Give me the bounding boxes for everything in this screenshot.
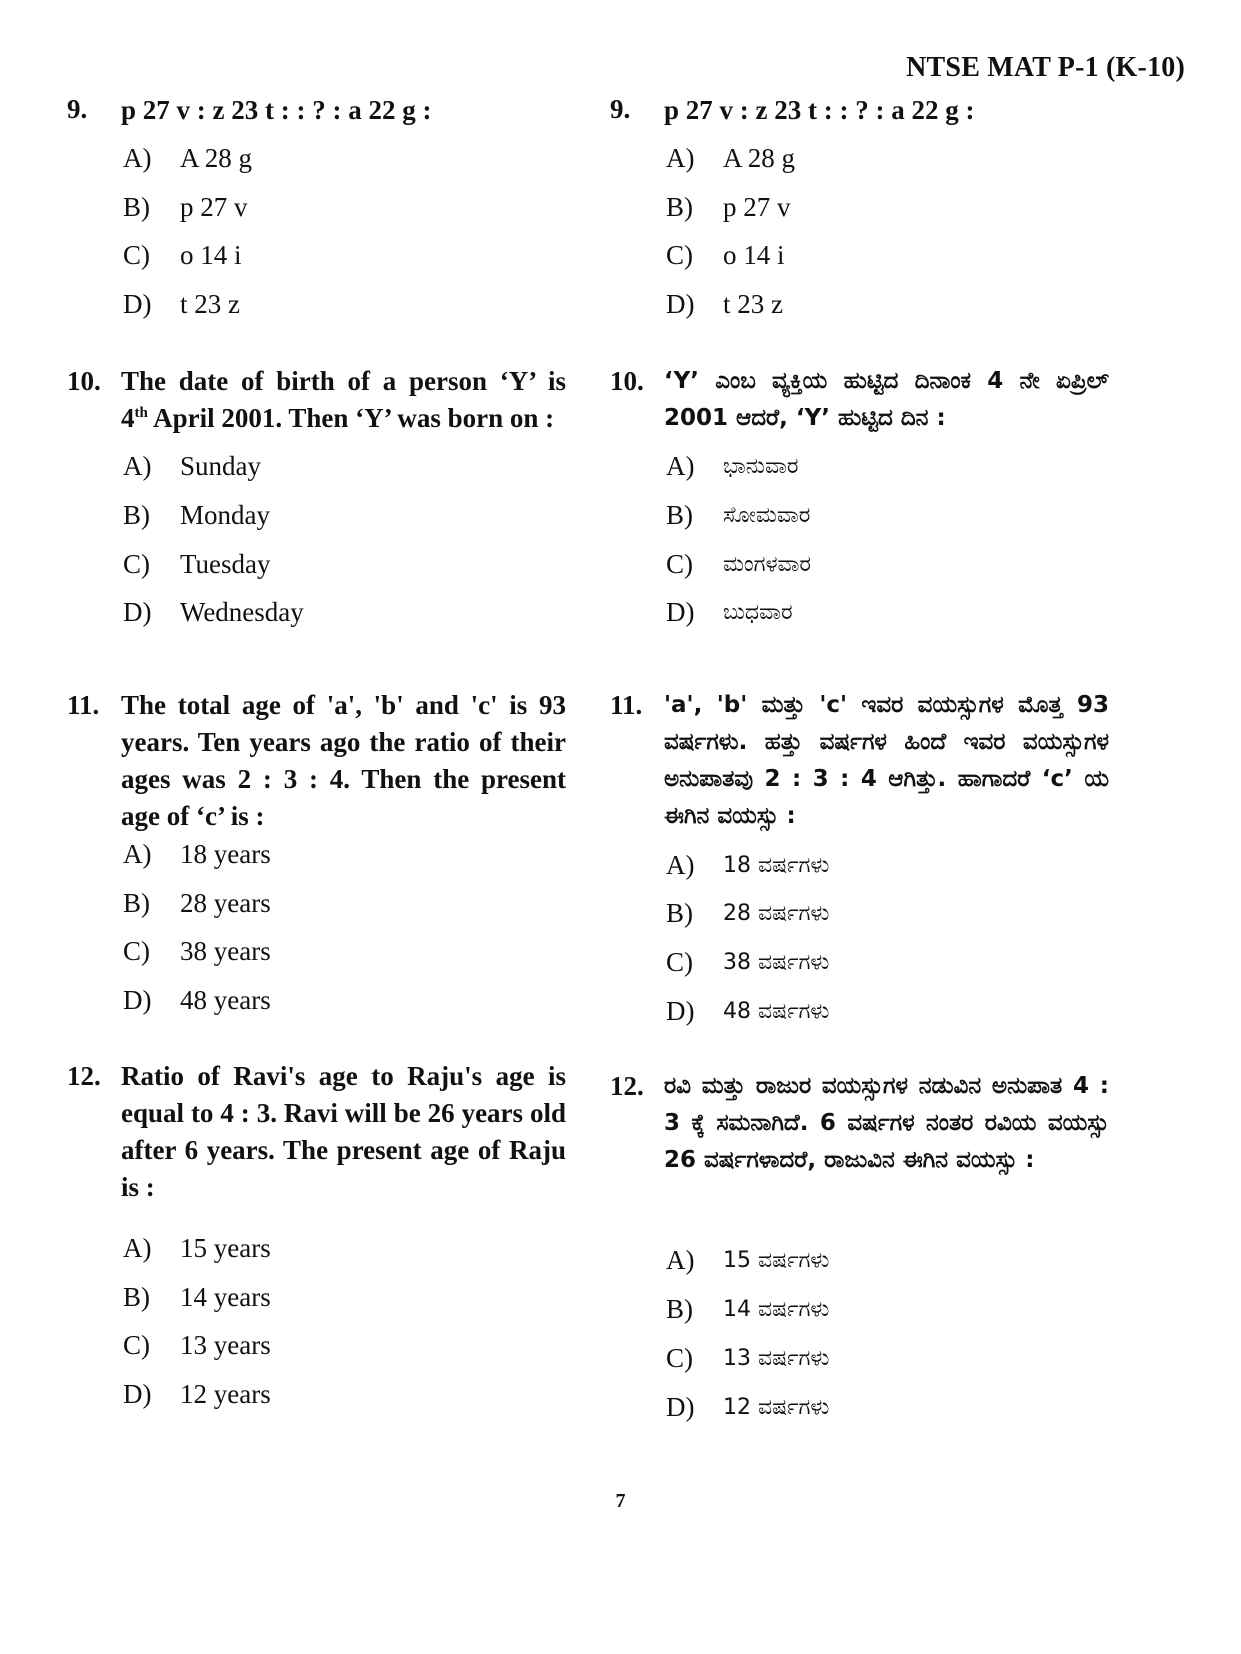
option-text: Tuesday: [180, 549, 271, 579]
option-text: 38 years: [180, 936, 271, 966]
option-text: 14 ವರ್ಷಗಳು: [723, 1297, 830, 1322]
question-number: 10.: [67, 366, 101, 396]
option-label: C): [666, 1343, 693, 1373]
option-label: B): [666, 898, 693, 928]
option-text: 38 ವರ್ಷಗಳು: [723, 950, 830, 975]
question-text-line: [121, 400, 566, 437]
question-text-rest: April 2001. Then ‘Y’ was born on :: [147, 403, 555, 433]
question-text: ‘Y’ ಎಂಬ ವ್ಯಕ್ತಿಯ ಹುಟ್ಟಿದ ದಿನಾಂಕ 4 ನೇ ಏಪ್ರಿಲ್ 2001 ಆದರೆ, ‘Y’ ಹುಟ್ಟಿದ ದಿನ :: [664, 368, 1109, 431]
option-label: A): [123, 143, 152, 173]
option-text: ಭಾನುವಾರ: [723, 454, 799, 479]
option-label: B): [123, 500, 150, 530]
option-label: D): [123, 597, 152, 627]
option-label: B): [666, 1294, 693, 1324]
option-text: Monday: [180, 500, 270, 530]
question-number: 11.: [610, 690, 643, 720]
option-text: t 23 z: [180, 289, 240, 319]
option-text: 48 ವರ್ಷಗಳು: [723, 999, 830, 1024]
option-label: B): [123, 1282, 150, 1312]
option-label: C): [666, 240, 693, 270]
option-text: ಸೋಮವಾರ: [723, 503, 811, 528]
page-number: 7: [615, 1490, 626, 1512]
option-label: B): [666, 500, 693, 530]
option-label: B): [666, 192, 693, 222]
option-text: o 14 i: [180, 240, 242, 270]
option-label: A): [123, 451, 152, 481]
option-label: D): [123, 289, 152, 319]
question-text: The total age of 'a', 'b' and 'c' is 93 years. Ten years ago the ratio of their ages was 2 : 3 : 4. Then the present age of ‘c’ is :: [121, 690, 566, 831]
question-number: 11.: [67, 690, 100, 720]
option-text: ಬುಧವಾರ: [723, 600, 793, 625]
option-text: ಮಂಗಳವಾರ: [723, 552, 812, 577]
option-label: C): [666, 549, 693, 579]
option-text: Wednesday: [180, 597, 304, 627]
page-header: NTSE MAT P-1 (K-10): [906, 52, 1185, 83]
option-text: A 28 g: [723, 143, 796, 173]
option-text: p 27 v: [180, 192, 248, 222]
option-text: 13 ವರ್ಷಗಳು: [723, 1346, 830, 1371]
option-text: p 27 v: [723, 192, 791, 222]
option-text: 12 ವರ್ಷಗಳು: [723, 1395, 830, 1420]
question-text: p 27 v : z 23 t : : ? : a 22 g :: [121, 95, 432, 125]
option-label: A): [666, 451, 695, 481]
question-text-line: The date of birth of a person ‘Y’ is: [121, 366, 566, 396]
option-label: D): [666, 597, 695, 627]
option-text: o 14 i: [723, 240, 785, 270]
ordinal-suffix: th: [134, 405, 148, 421]
option-label: A): [666, 850, 695, 880]
option-text: 15 ವರ್ಷಗಳು: [723, 1248, 830, 1273]
option-label: C): [123, 936, 150, 966]
option-label: C): [123, 1330, 150, 1360]
option-text: A 28 g: [180, 143, 253, 173]
question-number: 9.: [67, 94, 88, 124]
question-text: [121, 363, 566, 437]
option-text: Sunday: [180, 451, 261, 481]
option-label: D): [666, 1392, 695, 1422]
option-label: A): [666, 143, 695, 173]
option-label: A): [123, 839, 152, 869]
option-label: D): [666, 996, 695, 1026]
day-number: 4: [121, 403, 135, 433]
option-label: D): [123, 985, 152, 1015]
option-text: t 23 z: [723, 289, 783, 319]
option-label: C): [123, 549, 150, 579]
option-text: 14 years: [180, 1282, 271, 1312]
option-label: B): [123, 888, 150, 918]
question-number: 10.: [610, 366, 644, 396]
option-label: A): [123, 1233, 152, 1263]
option-text: 28 ವರ್ಷಗಳು: [723, 901, 830, 926]
option-text: 12 years: [180, 1379, 271, 1409]
option-text: 18 years: [180, 839, 271, 869]
option-label: C): [123, 240, 150, 270]
question-text: Ratio of Ravi's age to Raju's age is equal to 4 : 3. Ravi will be 26 years old after 6 years. The present age of Raju is :: [121, 1061, 566, 1202]
question-number: 9.: [610, 94, 631, 124]
option-label: A): [666, 1245, 695, 1275]
option-text: 48 years: [180, 985, 271, 1015]
option-text: 28 years: [180, 888, 271, 918]
option-label: D): [666, 289, 695, 319]
option-label: B): [123, 192, 150, 222]
option-text: 15 years: [180, 1233, 271, 1263]
question-text: p 27 v : z 23 t : : ? : a 22 g :: [664, 95, 975, 125]
option-label: C): [666, 947, 693, 977]
question-number: 12.: [67, 1061, 101, 1091]
question-text: 'a', 'b' ಮತ್ತು 'c' ಇವರ ವಯಸ್ಸುಗಳ ಮೊತ್ತ 93 ವರ್ಷಗಳು. ಹತ್ತು ವರ್ಷಗಳ ಹಿಂದೆ ಇವರ ವಯಸ್ಸುಗಳ ಅನುಪಾತವು 2 : 3 : 4 ಆಗಿತ್ತು. ಹಾಗಾದರೆ ‘c’ ಯ ಈಗಿನ ವಯಸ್ಸು :: [664, 692, 1109, 829]
option-label: D): [123, 1379, 152, 1409]
option-text: 18 ವರ್ಷಗಳು: [723, 853, 830, 878]
option-text: 13 years: [180, 1330, 271, 1360]
question-text: ರವಿ ಮತ್ತು ರಾಜುರ ವಯಸ್ಸುಗಳ ನಡುವಿನ ಅನುಪಾತ 4 : 3 ಕ್ಕೆ ಸಮನಾಗಿದೆ. 6 ವರ್ಷಗಳ ನಂತರ ರವಿಯ ವಯಸ್ಸು 26 ವರ್ಷಗಳಾದರೆ, ರಾಜುವಿನ ಈಗಿನ ವಯಸ್ಸು :: [664, 1073, 1109, 1173]
question-number: 12.: [610, 1071, 644, 1101]
